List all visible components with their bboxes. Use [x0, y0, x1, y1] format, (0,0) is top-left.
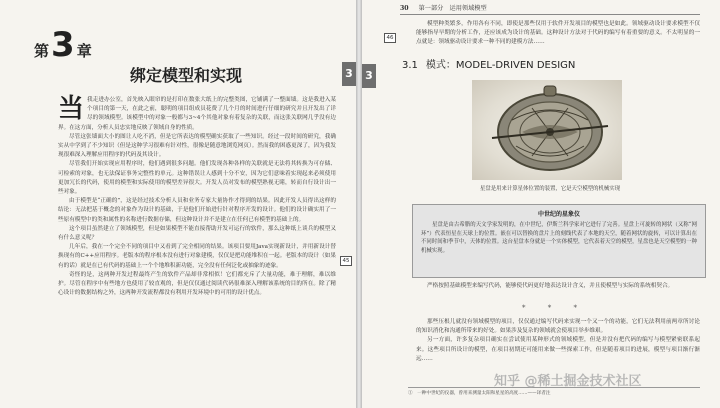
- left-body-text: [58, 96, 336, 298]
- chapter-suffix: 章: [76, 42, 92, 60]
- sidebar-title: 中世纪的星象仪: [537, 211, 580, 218]
- chapter-thumb-tab: 3: [362, 64, 376, 88]
- paragraph: 尽管我们开始实现应用程序时，他们遇到很多问题。他们发现各种各样的关联就是无法将其转换为可存储、可检索的对象，也无法保证事务完整性的单元。这种错误让人感到十分不安，因为它们意味着实现起来必须使用更加冗长的代码，使用的模型和实际使用的模型差异很大。开发人员对发布的模型熟视无睹，转而自行设计出一些对象。: [58, 161, 336, 196]
- paragraph: 严格按照基础模型来编写代码，能够使代码更好地表达设计含义，并且使模型与实际的系统相契合。: [427, 283, 674, 289]
- figure-caption: 星盘是用来计算星体位置的装置，它是天空模型的机械实现: [479, 186, 621, 192]
- section-divider-stars: * * *: [522, 304, 587, 312]
- page-margin-number: 46: [384, 33, 396, 43]
- chapter-thumb-tab: 3: [342, 62, 356, 86]
- intro-text: [416, 20, 700, 48]
- section-heading: [402, 56, 575, 71]
- page-number: 30: [400, 5, 409, 12]
- sidebar-body: [421, 221, 697, 255]
- paragraph: 由于模型是“正确的”，这是经过技术分析人员和业务专家大量协作才得到的结果。因此开发人员得出这样的结论：无法把基于概念的对象作为设计的基础，于是他们开始进行针对程序开发的设计。他们的设计确实用了一些原有模型中的类和属性的名称进行数据存储，但这种设计并不是建立在任何已有模型的基础上的。: [58, 198, 336, 223]
- paragraph: 那些压根儿就没有领域模型的项目，仅仅通过编写代码来实现一个又一个的功能，它们无法利用前两章所讨论的知识消化和沟通所带来的好处。如果涉及复杂的领域就会使项目举步维艰。: [416, 319, 700, 335]
- running-header: [400, 3, 700, 15]
- footnote: ① 一种中世纪的仪器，曾用来测量太阳和星星的高度……——译者注: [408, 387, 700, 396]
- paragraph: 另一方面，许多复杂项目确实在尝试使用某种形式的领域模型，但是并没有把代码的编写与模型紧密联系起来。这些项目所设计的模型，在项目初期还可能用来做一些探索工作，但是随着项目的进展，模型与项目渐行渐远……: [416, 337, 700, 362]
- sidebar-box: [412, 204, 706, 278]
- paragraph: [58, 96, 336, 133]
- left-page: [0, 0, 356, 408]
- watermark: 知乎 @稀土掘金技术社区: [494, 374, 642, 389]
- paragraph-text: 我走进办公室，首先映入眼帘的是打印在数张大纸上的完整类图，它铺满了一整面墙。这是我进入某个项目的第一天，在此之前，聪明的项目组成员花费了几个月的时间进行仔细的研究并且开发出了详尽的领域模型。该模型中的对象一般都与3~4个其他对象有着复杂的关联，而这张关联网几乎没有边界。在这方面，分析人员忠实地反映了领域自身的性质。: [58, 97, 336, 131]
- page-margin-number: 45: [340, 256, 352, 266]
- part-title: 第一部分 运用领域模型: [418, 5, 487, 12]
- paragraph: 这个项目虽然建立了领域模型，但是如果模型不能直接帮助开发可运行的软件，那么这种纸上谈兵的模型又有什么意义呢？: [58, 225, 336, 242]
- right-page: [362, 0, 720, 408]
- paragraph: 奇怪的是，这两种开发过程最终产生的软件产品却非常相似！它们都充斥了大量功能，难于理解，难以维护。尽管在程序中有些地方也使用了较直观的，但是仅仅通过阅读代码很难深入理解该系统的目的所在。除了精心设计的数据结构之外，这两种开发流程都没有利用开发环境中的可用的设计优点。: [58, 271, 336, 297]
- section-number: 3.1: [402, 60, 418, 71]
- astrolabe-photo: [472, 80, 622, 180]
- chapter-title: 绑定模型和实现: [130, 66, 243, 85]
- sidebar-paragraph: 星盘是由古希腊的天文学家发明的，在中世纪，伊斯兰科学家对它进行了完善。星盘上可旋转的网状（又称“网环”）代表恒星在天球上的位置。嵌在可以替换的盘片上的刻线代表了本地的天空，随着网状的旋转，可以计算出在不同时间和季节中，天体的位置。这台星盘本身就是一个实体模型，它代表着天空的模型，星盘也是天空模型的一种机械实现。: [421, 222, 697, 254]
- closing-text: [416, 318, 700, 364]
- astrolabe-image: [472, 80, 622, 180]
- paragraph: 几年后，我在一个完全不同的项目中又看到了完全相同的结果。该项目要用Java实现新设计，并用新设计替换现有的C++应用程序。老版本的程序根本没有进行对象建模，仅仅是把功能堆积在一起。老版本的设计（如果有的话）就是在已有代码的基础上一个个地堆积新功能，完全没有任何泛化或抽象的迹象。: [58, 244, 336, 269]
- chapter-number: 3: [51, 25, 75, 65]
- drop-cap: 当: [58, 94, 85, 124]
- chapter-prefix: 第: [34, 42, 50, 60]
- paragraph: 尽管这张墙面大小的图让人吃不消，但是它所表达的模型确实获取了一些知识。经过一段时间的研究，我确实从中学到了不少知识（但是这种学习很难有针对性，很像是随意地浏览网页）。然而我的困惑更深了，因为我发现很难深入理解应用程序的代码及其设计。: [58, 133, 336, 159]
- section-title: 模式：MODEL-DRIVEN DESIGN: [425, 60, 576, 71]
- paragraph: 模型种类繁多，作用各有不同，即使是那些仅用于软件开发项目的模型也是如此。领域驱动设计要求模型不仅能够指导早期的分析工作，还应该成为设计的基础。这种设计方法对于代码的编写有着重要的意义。不太明显的一点就是：领域驱动设计要求一种不同的建模方法……: [416, 21, 700, 46]
- text-after-sidebar: [416, 282, 700, 291]
- chapter-heading: [34, 25, 92, 65]
